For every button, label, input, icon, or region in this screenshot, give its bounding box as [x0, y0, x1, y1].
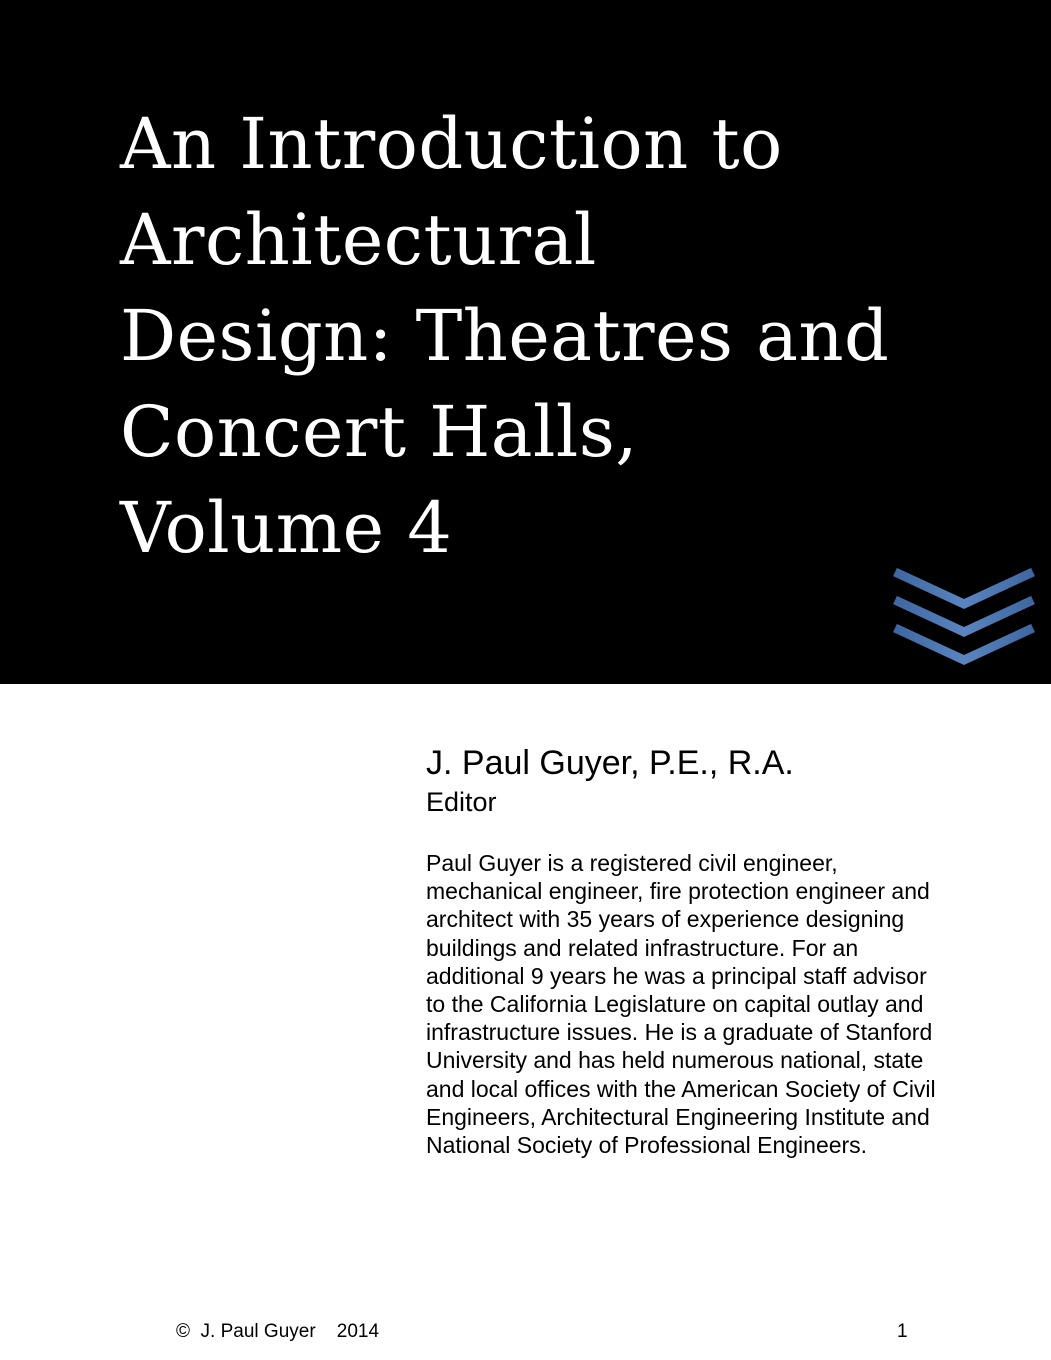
title-line: Concert Halls,	[120, 391, 638, 473]
bio-line: infrastructure issues. He is a graduate of Stanford	[426, 1019, 933, 1046]
footer-copyright: © J. Paul Guyer 2014	[176, 1321, 380, 1342]
title-line: Volume 4	[120, 487, 453, 569]
bio-line: buildings and related infrastructure. For an	[426, 934, 859, 961]
document-title	[120, 96, 1000, 576]
bio-line: National Society of Professional Engineers.	[426, 1132, 868, 1159]
bio-line: additional 9 years he was a principal staff advisor	[426, 962, 927, 989]
bio-line: architect with 35 years of experience designing	[426, 906, 905, 933]
title-line: An Introduction to	[120, 103, 783, 185]
author-name: J. Paul Guyer, P.E., R.A.	[426, 744, 794, 782]
bio-line: and local offices with the American Society of Civil	[426, 1075, 936, 1102]
triple-chevron-down-icon	[893, 566, 1035, 674]
bio-line: Engineers, Architectural Engineering Institute and	[426, 1103, 930, 1130]
bio-line: University and has held numerous national, state	[426, 1047, 924, 1074]
bio-line: mechanical engineer, fire protection engineer and	[426, 878, 930, 905]
page-number: 1	[897, 1321, 908, 1342]
bio-line: Paul Guyer is a registered civil engineer,	[426, 850, 838, 876]
author-role: Editor	[426, 787, 497, 817]
bio-line: to the California Legislature on capital outlay and	[426, 991, 924, 1018]
title-line: Design: Theatres and	[120, 295, 890, 377]
title-line: Architectural	[120, 199, 597, 281]
author-bio	[426, 849, 1026, 1159]
